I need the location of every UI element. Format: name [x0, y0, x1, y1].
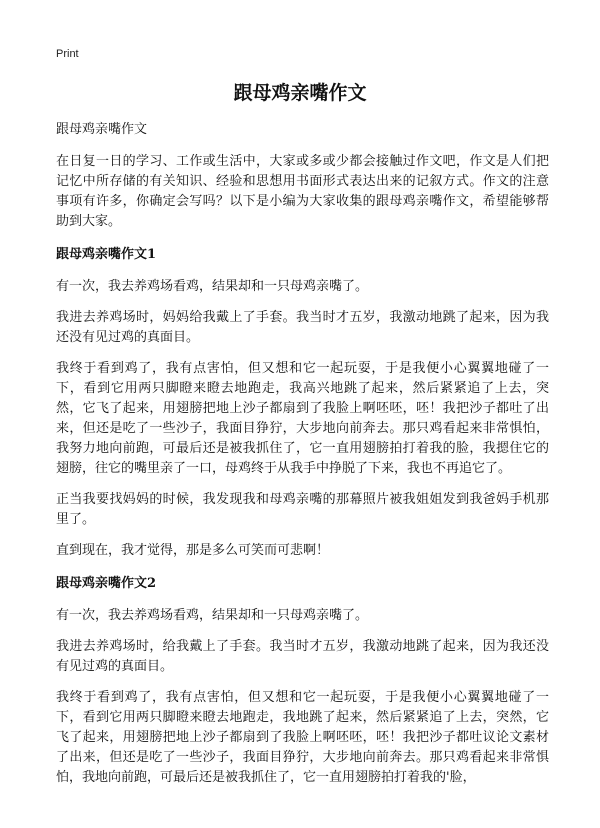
paragraph: 直到现在，我才觉得，那是多么可笑而可悲啊！ [56, 543, 330, 558]
paragraph: 我终于看到鸡了，我有点害怕，但又想和它一起玩耍，于是我便小心翼翼地碰了一下，看到它用两只脚瞪来瞪去地跑走，我高兴地跳了起来，然后紧紧追了上去，突然，它飞了起来，用翅膀把地上沙子都扇到了我脸上啊呸呸，呸！我把沙子都吐了出来，但还是吃了一些沙子，我面目狰狞，大步地向前奔去。那只鸡看起来非常惧怕，我努力地向前跑，可最后还是被我抓住了，它一直用翅膀拍打着我的脸，我摁住它的翅膀，往它的嘴里亲了一口，母鸡终于从我手中挣脱了下来，我也不再追它了。 [56, 361, 549, 476]
section-2 [56, 574, 549, 788]
document-subtitle: 跟母鸡亲嘴作文 [56, 122, 148, 137]
intro-paragraph: 在日复一日的学习、工作或生活中，大家或多或少都会接触过作文吧，作文是人们把记忆中所存储的有关知识、经验和思想用书面形式表达出来的记叙方式。作文的注意事项有许多，你确定会写吗？以下是小编为大家收集的跟母鸡亲嘴作文，希望能够帮助到大家。 [56, 154, 549, 229]
section-heading: 跟母鸡亲嘴作文2 [56, 576, 157, 591]
paragraph: 我进去养鸡场时，给我戴上了手套。我当时才五岁，我激动地跳了起来，因为我还没有见过鸡的真面目。 [56, 639, 549, 674]
paragraph: 我进去养鸡场时，妈妈给我戴上了手套。我当时才五岁，我激动地跳了起来，因为我还没有见过鸡的真面目。 [56, 310, 549, 345]
document-title: 跟母鸡亲嘴作文 [233, 82, 367, 104]
section-heading: 跟母鸡亲嘴作文1 [56, 247, 157, 262]
print-label: Print [56, 48, 79, 60]
paragraph: 有一次，我去养鸡场看鸡，结果却和一只母鸡亲嘴了。 [56, 279, 369, 294]
document-body [56, 120, 549, 799]
paragraph: 正当我要找妈妈的时候，我发现我和母鸡亲嘴的那幕照片被我姐姐发到我爸妈手机那里了。 [56, 492, 549, 527]
paragraph: 有一次，我去养鸡场看鸡，结果却和一只母鸡亲嘴了。 [56, 608, 369, 623]
paragraph: 我终于看到鸡了，我有点害怕，但又想和它一起玩耍，于是我便小心翼翼地碰了一下，看到它用两只脚瞪来瞪去地跑走，我地跳了起来，然后紧紧追了上去，突然，它飞了起来，用翅膀把地上沙子都扇到了我脸上啊呸呸，呸！我把沙子都吐议论文素材了出来，但还是吃了一些沙子，我面目狰狞，大步地向前奔去。那只鸡看起来非常惧怕，我地向前跑，可最后还是被我抓住了，它一直用翅膀拍打着我的'脸， [56, 690, 549, 785]
section-1 [56, 245, 549, 561]
